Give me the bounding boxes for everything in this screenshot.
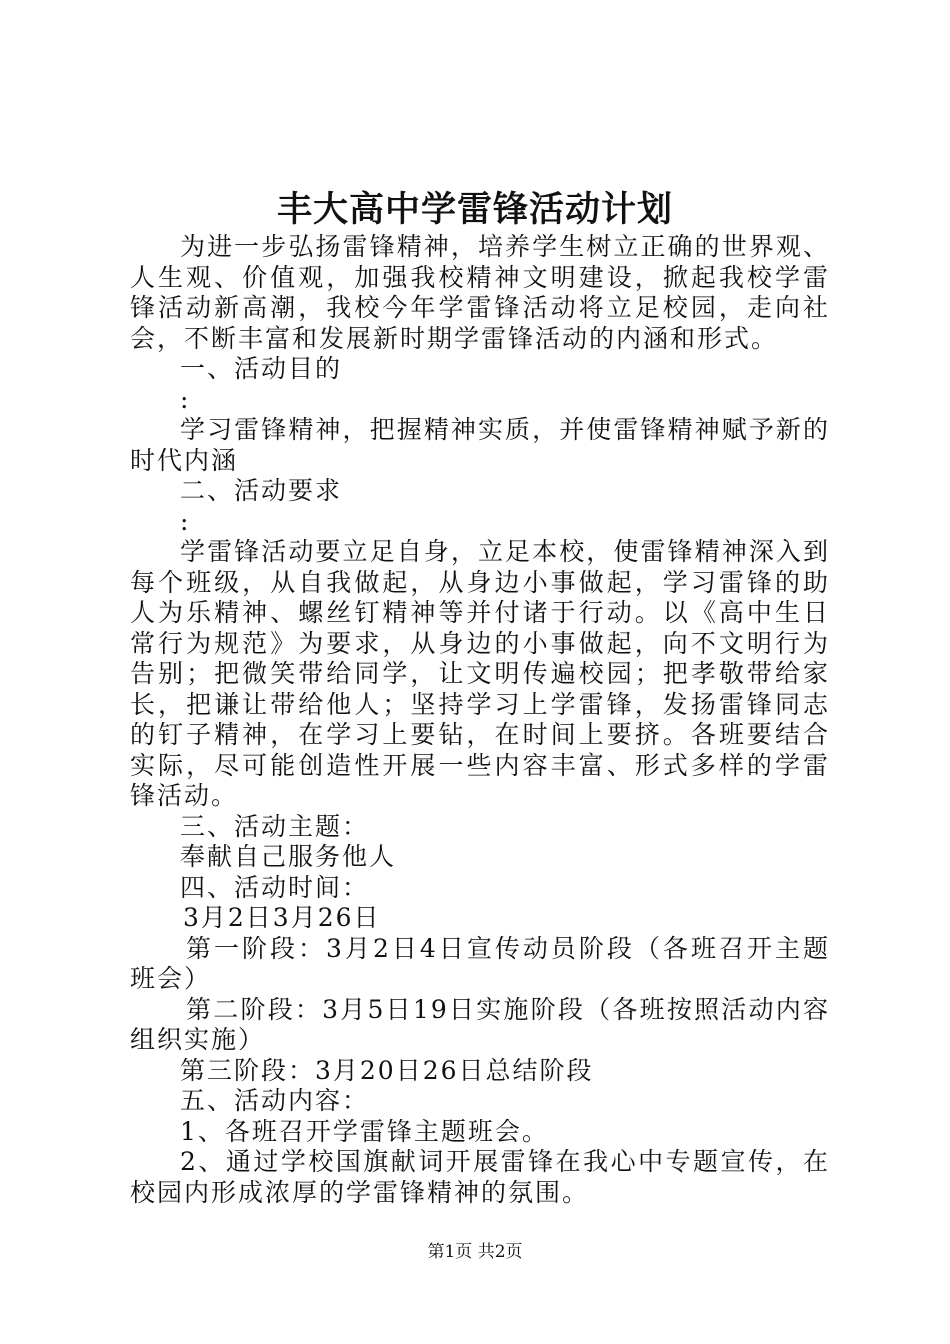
stage-three: 第三阶段：3月20日26日总结阶段	[180, 1055, 594, 1085]
content-item-1: 1、各班召开学雷锋主题班会。	[180, 1116, 549, 1146]
requirements-paragraph: 学雷锋活动要立足自身，立足本校，使雷锋精神深入到每个班级，从自我做起，从身边小事做起，学习雷锋的助人为乐精神、螺丝钉精神等并付诸于行动。以《高中生日常行为规范》为要求，从身边的小事做起，向不文明行为告别；把微笑带给同学，让文明传遍校园；把孝敬带给家长，把谦让带给他人；坚持学习上学雷锋，发扬雷锋同志的钉子精神，在学习上要钻，在时间上要挤。各班要结合实际，尽可能创造性开展一些内容丰富、形式多样的学雷锋活动。	[130, 537, 830, 810]
document-title: 丰大高中学雷锋活动计划	[276, 189, 673, 230]
time-range: 3月2日3月26日	[183, 903, 381, 932]
document-body	[130, 232, 830, 1208]
section-heading-purpose: 一、活动目的	[180, 354, 343, 383]
colon-line: :	[180, 506, 191, 536]
theme-paragraph: 奉献自己服务他人	[180, 842, 397, 871]
page-footer: 第1页 共2页	[427, 1242, 523, 1262]
stage-one: 第一阶段：3月2日4日宣传动员阶段（各班召开主题班会）	[130, 933, 830, 993]
section-heading-content: 五、活动内容：	[180, 1086, 370, 1115]
content-item-2: 2、通过学校国旗献词开展雷锋在我心中专题宣传，在校园内形成浓厚的学雷锋精神的氛围。	[130, 1147, 830, 1207]
section-heading-requirements: 二、活动要求	[180, 476, 343, 505]
purpose-paragraph: 学习雷锋精神，把握精神实质，并使雷锋精神赋予新的时代内涵	[130, 415, 830, 475]
intro-paragraph: 为进一步弘扬雷锋精神，培养学生树立正确的世界观、人生观、价值观，加强我校精神文明建设，掀起我校学雷锋活动新高潮，我校今年学雷锋活动将立足校园，走向社会，不断丰富和发展新时期学雷锋活动的内涵和形式。	[130, 232, 830, 353]
colon-line: :	[180, 384, 191, 414]
stage-two: 第二阶段：3月5日19日实施阶段（各班按照活动内容组织实施）	[130, 994, 830, 1054]
section-heading-theme: 三、活动主题：	[180, 811, 370, 841]
section-heading-time: 四、活动时间：	[180, 872, 370, 902]
